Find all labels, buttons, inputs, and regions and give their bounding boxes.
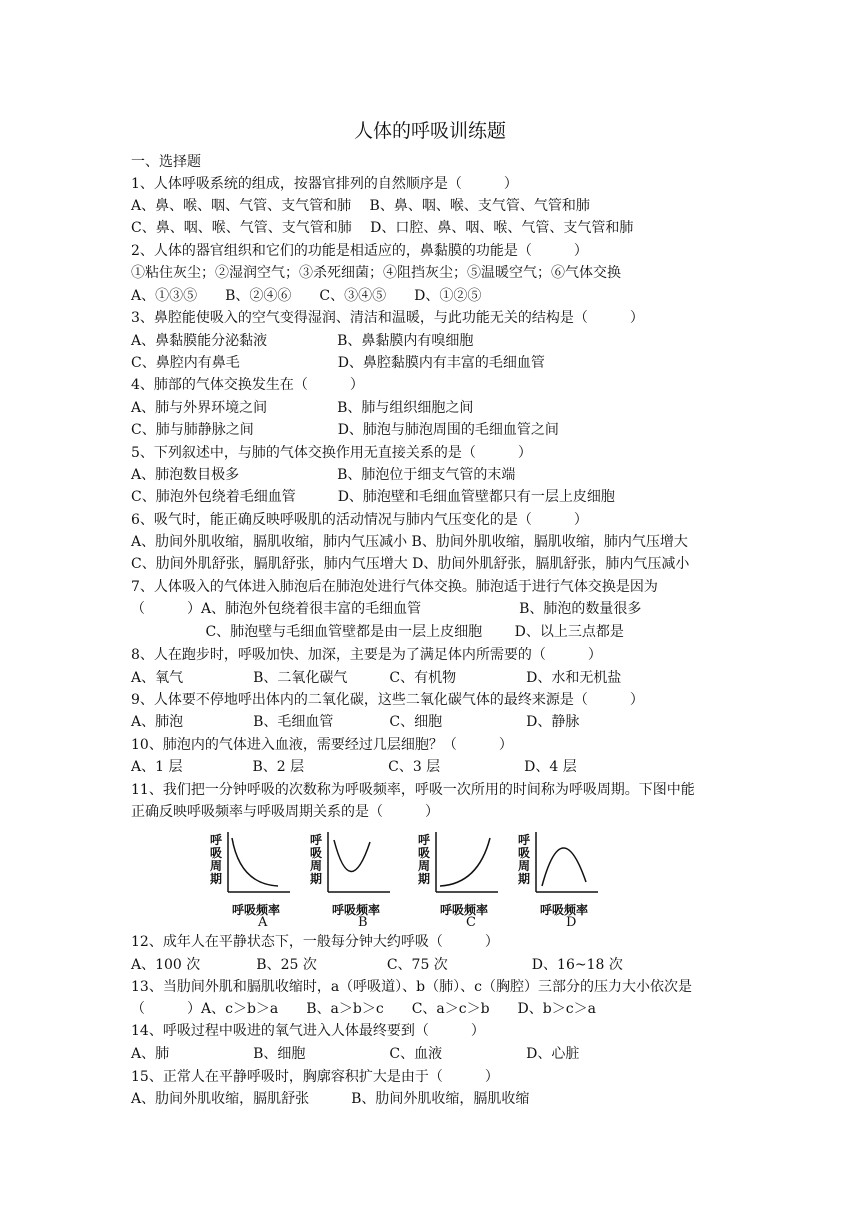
line-q8a: A、氧气 B、二氧化碳气 C、有机物 D、水和无机盐 xyxy=(131,670,622,686)
line-q9: 9、人体要不停地呼出体内的二氧化碳，这些二氧化碳气体的最终来源是（ ） xyxy=(131,692,644,708)
line-q15: 15、正常人在平静呼吸时，胸廓容积扩大是由于（ ） xyxy=(131,1069,499,1085)
graph-a xyxy=(198,826,298,936)
graph-c-label: C xyxy=(466,915,476,930)
line-q5b: C、肺泡外包绕着毛细血管 D、肺泡壁和毛细血管壁都只有一层上皮细胞 xyxy=(131,489,615,505)
line-q6a: A、肋间外肌收缩，膈肌收缩，肺内气压减小 B、肋间外肌收缩，膈肌收缩，肺内气压增大 xyxy=(131,534,688,550)
section-heading: 一、选择题 xyxy=(131,154,201,170)
line-q5a: A、肺泡数目极多 B、肺泡位于细支气管的末端 xyxy=(131,467,516,483)
graph-a-xlabel: 呼吸频率 xyxy=(232,903,281,917)
line-q3a: A、鼻黏膜能分泌黏液 B、鼻黏膜内有嗅细胞 xyxy=(131,333,474,349)
graph-b-curve xyxy=(334,840,370,872)
line-q5: 5、下列叙述中，与肺的气体交换作用无直接关系的是（ ） xyxy=(131,445,532,461)
graph-c-ylabel: 呼吸周期 xyxy=(418,833,431,886)
graph-c-curve xyxy=(440,838,490,886)
graph-a-curve xyxy=(232,838,278,886)
line-q11: 11、我们把一分钟呼吸的次数称为呼吸频率，呼吸一次所用的时间称为呼吸周期。下图中能 xyxy=(131,782,695,798)
graph-a-label: A xyxy=(258,915,268,930)
graph-d-xlabel: 呼吸频率 xyxy=(540,903,589,917)
graph-d-ylabel: 呼吸周期 xyxy=(518,833,531,886)
line-q4: 4、肺部的气体交换发生在（ ） xyxy=(131,377,364,393)
graph-c xyxy=(406,826,506,936)
line-q2: 2、人体的器官组织和它们的功能是相适应的，鼻黏膜的功能是（ ） xyxy=(131,243,588,259)
graph-d-curve xyxy=(542,848,586,886)
q11-graphs xyxy=(198,826,618,936)
line-q10: 10、肺泡内的气体进入血液，需要经过几层细胞？（ ） xyxy=(131,737,513,753)
line-q7: 7、人体吸入的气体进入肺泡后在肺泡处进行气体交换。肺泡适于进行气体交换是因为 xyxy=(131,579,658,595)
line-q13: 13、当肋间外肌和膈肌收缩时，a（呼吸道）、b（肺）、c（胸腔）三部分的压力大小依次是 xyxy=(131,979,692,995)
line-q2a: A、①③⑤ B、②④⑥ C、③④⑤ D、①②⑤ xyxy=(131,288,482,304)
graph-b-xlabel: 呼吸频率 xyxy=(332,903,381,917)
line-q6b: C、肋间外肌舒张，膈肌舒张，肺内气压增大 D、肋间外肌舒张，膈肌舒张，肺内气压减小 xyxy=(131,556,690,572)
line-q3b: C、鼻腔内有鼻毛 D、鼻腔黏膜内有丰富的毛细血管 xyxy=(131,355,545,371)
graph-b xyxy=(298,826,398,936)
line-q12: 12、成年人在平静状态下，一般每分钟大约呼吸（ ） xyxy=(131,934,499,950)
line-q14a: A、肺 B、细胞 C、血液 D、心脏 xyxy=(131,1046,580,1062)
line-q7a: （ ）A、肺泡外包绕着很丰富的毛细血管 B、肺泡的数量很多 xyxy=(131,601,642,617)
graph-b-ylabel: 呼吸周期 xyxy=(310,833,323,886)
line-q2o: ①粘住灰尘；②湿润空气；③杀死细菌；④阻挡灰尘；⑤温暖空气；⑥气体交换 xyxy=(131,265,621,281)
line-q4b: C、肺与肺静脉之间 D、肺泡与肺泡周围的毛细血管之间 xyxy=(131,422,559,438)
line-q4a: A、肺与外界环境之间 B、肺与组织细胞之间 xyxy=(131,400,474,416)
line-q15a: A、肋间外肌收缩，膈肌舒张 B、肋间外肌收缩，膈肌收缩 xyxy=(131,1091,530,1107)
line-q9a: A、肺泡 B、毛细血管 C、细胞 D、静脉 xyxy=(131,714,580,730)
graph-d xyxy=(506,826,606,936)
graph-c-xlabel: 呼吸频率 xyxy=(440,903,489,917)
line-q1b: C、鼻、咽、喉、气管、支气管和肺 D、口腔、鼻、咽、喉、气管、支气管和肺 xyxy=(131,220,634,236)
line-q10a: A、1 层 B、2 层 C、3 层 D、4 层 xyxy=(131,759,577,775)
line-q3: 3、鼻腔能使吸入的空气变得湿润、清洁和温暖，与此功能无关的结构是（ ） xyxy=(131,310,644,326)
line-q1a: A、鼻、喉、咽、气管、支气管和肺 B、鼻、咽、喉、支气管、气管和肺 xyxy=(131,198,590,214)
line-q6: 6、吸气时，能正确反映呼吸肌的活动情况与肺内气压变化的是（ ） xyxy=(131,512,588,528)
graph-d-label: D xyxy=(566,915,577,930)
graph-b-label: B xyxy=(358,915,368,930)
graph-a-ylabel: 呼吸周期 xyxy=(210,833,223,886)
line-q1: 1、人体呼吸系统的组成，按器官排列的自然顺序是（ ） xyxy=(131,176,518,192)
line-q12a: A、100 次 B、25 次 C、75 次 D、16~18 次 xyxy=(131,957,623,973)
page-title: 人体的呼吸训练题 xyxy=(353,120,506,142)
line-q7b: C、肺泡壁与毛细血管壁都是由一层上皮细胞 D、以上三点都是 xyxy=(131,624,624,640)
line-q13a: （ ）A、c＞b＞a B、a＞b＞c C、a＞c＞b D、b＞c＞a xyxy=(131,1001,596,1017)
line-q11b: 正确反映呼吸频率与呼吸周期关系的是（ ） xyxy=(131,804,439,820)
line-q14: 14、呼吸过程中吸进的氧气进入人体最终要到（ ） xyxy=(131,1023,485,1039)
line-q8: 8、人在跑步时，呼吸加快、加深，主要是为了满足体内所需要的（ ） xyxy=(131,647,602,663)
